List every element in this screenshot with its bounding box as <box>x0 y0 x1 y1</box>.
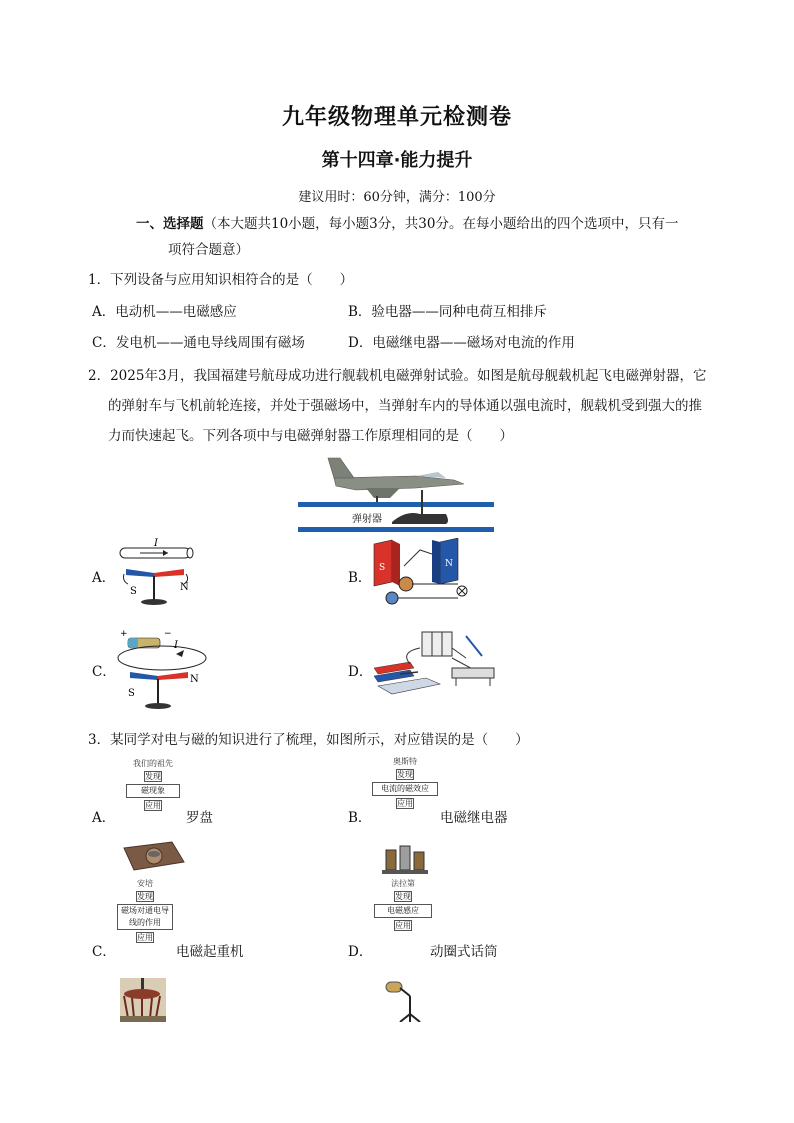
q2-option-d[interactable]: D． <box>348 664 373 680</box>
q2-stem-line2: 的弹射车与飞机前轮连接，并处于强磁场中，当弹射车内的导体通以强电流时，舰载机受到强大的推 <box>108 398 702 414</box>
q1-option-c[interactable]: C．发电机——通电导线周围有磁场 <box>92 335 305 351</box>
q3c-apply-arrow: 应用 <box>137 933 153 942</box>
q3d-device: 动圈式话筒 <box>430 944 498 960</box>
section-desc-line2: 项符合题意） <box>168 242 249 258</box>
page-subtitle: 第十四章·能力提升 <box>321 150 473 171</box>
jet-icon <box>328 458 464 504</box>
exam-meta: 建议用时：60分钟，满分：100分 <box>298 190 496 205</box>
q3b-discover-arrow: 发现 <box>397 770 413 779</box>
q3c-discover-arrow: 发现 <box>137 892 153 901</box>
q3-option-a[interactable]: A． <box>92 810 116 826</box>
current-label-c: I <box>174 640 178 651</box>
section-instructions <box>136 214 678 234</box>
q3b-apply-arrow: 应用 <box>397 799 413 808</box>
q1-option-b[interactable]: B．验电器——同种电荷互相排斥 <box>348 304 547 320</box>
q3-stem: 3．某同学对电与磁的知识进行了梳理，如图所示，对应错误的是（ ） <box>88 732 529 748</box>
catapult-figure <box>296 452 496 532</box>
q1-option-a[interactable]: A．电动机——电磁感应 <box>92 304 237 320</box>
q3d-discover-arrow: 发现 <box>395 892 411 901</box>
magnet-s-label: S <box>379 563 386 573</box>
svg-text:−: − <box>164 629 172 639</box>
q2-figure-a <box>112 536 208 610</box>
crane-magnet-icon <box>120 978 166 1022</box>
north-label: N <box>180 582 189 593</box>
q3b-flowchart <box>372 756 438 811</box>
q3a-finding: 磁现象 <box>126 784 180 798</box>
section-label: 一、选择题 <box>136 216 204 232</box>
q3c-finding: 磁场对通电导线的作用 <box>117 904 173 930</box>
q3c-flowchart <box>114 878 176 945</box>
q3c-device: 电磁起重机 <box>176 944 244 960</box>
q2-stem-line3: 力而快速起飞。下列各项中与电磁弹射器工作原理相同的是（ ） <box>108 428 513 444</box>
q3a-flowchart <box>120 758 186 813</box>
page-title: 九年级物理单元检测卷 <box>281 105 512 130</box>
q3a-device: 罗盘 <box>186 810 213 826</box>
deck-bottom <box>298 527 494 532</box>
current-label: I <box>154 538 158 549</box>
compass-icon <box>120 840 186 872</box>
magnet-n-label: N <box>445 559 453 569</box>
q2-figure-d <box>370 628 498 698</box>
q3a-apply-arrow: 应用 <box>145 801 161 810</box>
q2-stem-line1: 2．2025年3月，我国福建号航母成功进行舰载机电磁弹射试验。如图是航母舰载机起飞电磁弹射器，它 <box>88 368 707 384</box>
deck-top <box>298 502 494 507</box>
microphone-icon <box>380 976 424 1022</box>
q3d-flowchart <box>372 878 434 933</box>
q2-option-c[interactable]: C． <box>92 664 116 680</box>
south-label: S <box>130 586 137 597</box>
q3b-person: 奥斯特 <box>393 757 417 766</box>
relay-icon <box>380 840 430 876</box>
q2-option-a[interactable]: A． <box>92 570 116 586</box>
north-label-c: N <box>190 674 199 685</box>
q1-option-d[interactable]: D．电磁继电器——磁场对电流的作用 <box>348 335 575 351</box>
q3-option-b[interactable]: B． <box>348 810 372 826</box>
q3b-device: 电磁继电器 <box>440 810 508 826</box>
q3c-person: 安培 <box>137 879 153 888</box>
q3d-person: 法拉第 <box>391 879 415 888</box>
q3b-finding: 电流的磁效应 <box>372 782 438 796</box>
q3-option-d[interactable]: D． <box>348 944 373 960</box>
south-label-c: S <box>128 688 135 699</box>
catapult-label: 弹射器 <box>352 514 382 525</box>
q3d-finding: 电磁感应 <box>374 904 432 918</box>
svg-text:+: + <box>120 629 128 639</box>
q2-option-b[interactable]: B． <box>348 570 372 586</box>
q3a-person: 我们的祖先 <box>133 759 173 768</box>
q2-figure-b <box>370 538 474 612</box>
q2-figure-c <box>112 624 212 716</box>
q3d-apply-arrow: 应用 <box>395 921 411 930</box>
q1-stem: 1．下列设备与应用知识相符合的是（ ） <box>88 272 354 288</box>
section-desc-line1: （本大题共10小题，每小题3分，共30分。在每小题给出的四个选项中，只有一 <box>203 216 679 232</box>
q3a-discover-arrow: 发现 <box>145 772 161 781</box>
q3-option-c[interactable]: C． <box>92 944 116 960</box>
